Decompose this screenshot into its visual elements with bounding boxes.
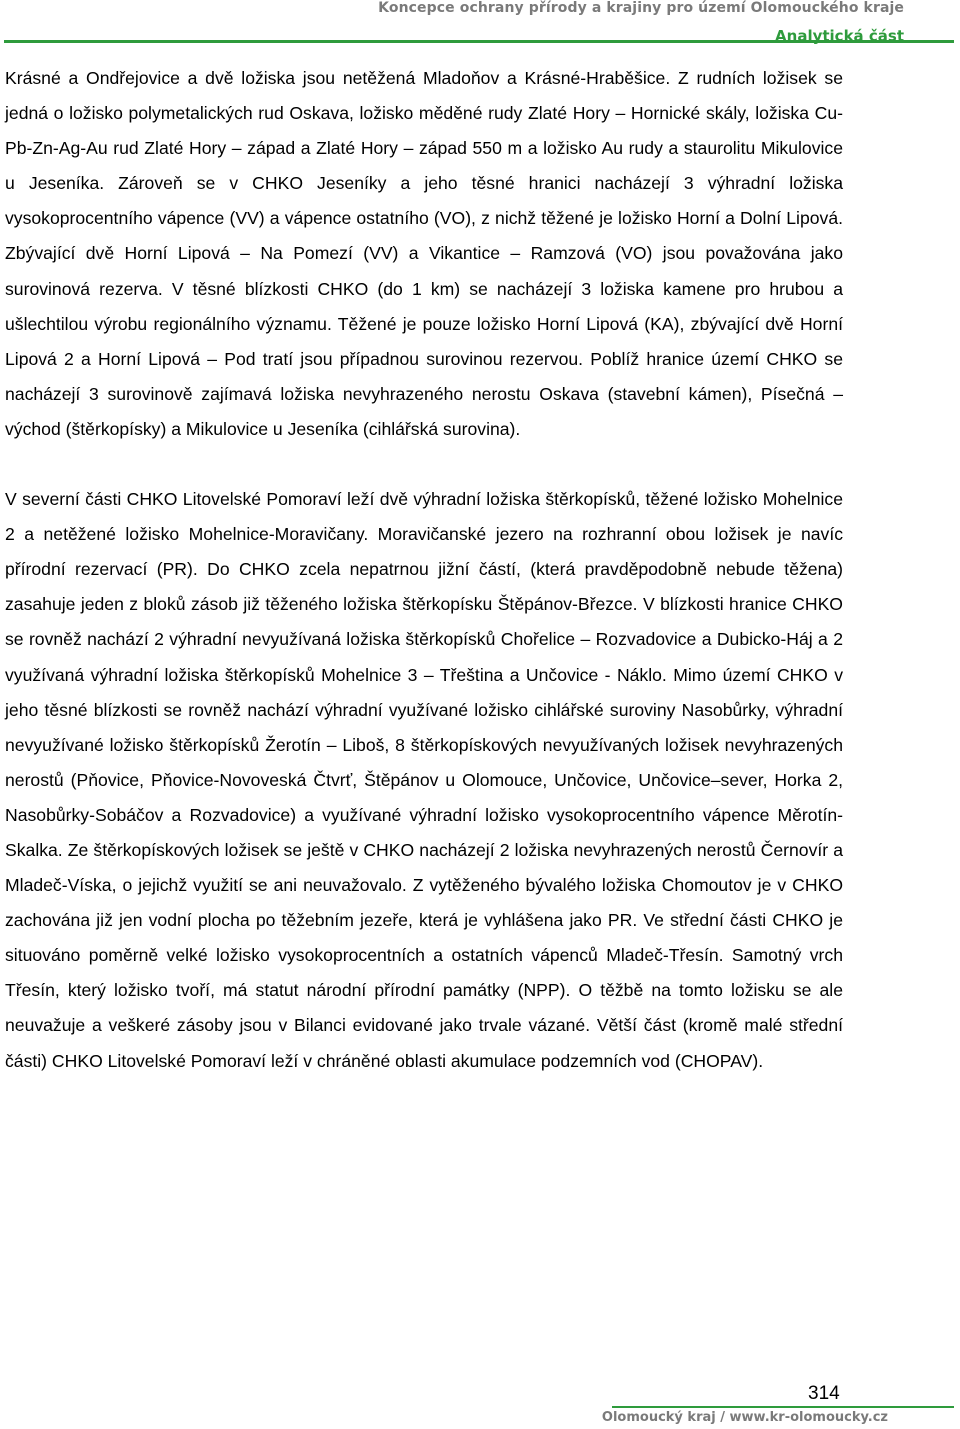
page-header [0,0,960,60]
page-number: 314 [808,1383,840,1404]
document-title: Koncepce ochrany přírody a krajiny pro území Olomouckého kraje [378,0,904,16]
body-text [5,61,843,1079]
footer-source: Olomoucký kraj / www.kr-olomoucky.cz [601,1410,888,1425]
footer-divider [612,1406,954,1408]
paragraph-1: Krásné a Ondřejovice a dvě ložiska jsou netěžená Mladoňov a Krásné-Hraběšice. Z rudních ložisek se jedná o ložisko polymetalických rud Oskava, ložisko měděné rudy Zlaté Hory – Hornické skály, ložiska Cu-Pb-Zn-Ag-Au rud Zlaté Hory – západ a Zlaté Hory – západ 550 m a ložisko Au rudy a staurolitu Mikulovice u Jeseníka. Zároveň se v CHKO Jeseníky a jeho těsné hranici nacházejí 3 výhradní ložiska vysokoprocentního vápence (VV) a vápence ostatního (VO), z nichž těžené je ložisko Horní a Dolní Lipová. Zbývající dvě Horní Lipová – Na Pomezí (VV) a Vikantice – Ramzová (VO) jsou považována jako surovinová rezerva. V těsné blízkosti CHKO (do 1 km) se nacházejí 3 ložiska kamene pro hrubou a ušlechtilou výrobu regionálního významu. Těžené je pouze ložisko Horní Lipová (KA), zbývající dvě Horní Lipová 2 a Horní Lipová – Pod tratí jsou případnou surovinou rezervou. Poblíž hranice území CHKO se nacházejí 3 surovinově zajímavá ložiska nevyhrazeného nerostu Oskava (stavební kámen), Písečná – východ (štěrkopísky) a Mikulovice u Jeseníka (cihlářská surovina). [5,68,843,439]
paragraph-2: V severní části CHKO Litovelské Pomoraví leží dvě výhradní ložiska štěrkopísků, těžené ložisko Mohelnice 2 a netěžené ložisko Mohelnice-Moravičany. Moravičanské jezero na rozhranní obou ložisek je navíc přírodní rezervací (PR). Do CHKO zcela nepatrnou jižní částí, (která pravděpodobně nebude těžena) zasahuje jeden z bloků zásob již těženého ložiska štěrkopísku Štěpánov-Březce. V blízkosti hranice CHKO se rovněž nachází 2 výhradní nevyužívaná ložiska štěrkopísků Chořelice – Rozvadovice a Dubicko-Háj a 2 využívaná výhradní ložiska štěrkopísků Mohelnice 3 – Třeština a Unčovice - Náklo. Mimo území CHKO v jeho těsné blízkosti se rovněž nachází výhradní využívané ložisko cihlářské suroviny Nasobůrky, výhradní nevyužívané ložisko štěrkopísků Žerotín – Liboš, 8 štěrkopískových nevyužívaných ložisek nevyhrazených nerostů (Pňovice, Pňovice-Novoveská Čtvrť, Štěpánov u Olomouce, Unčovice, Unčovice–sever, Horka 2, Nasobůrky-Sobáčov a Rozvadovice) a využívané výhradní ložisko vysokoprocentního vápence Měrotín-Skalka. Ze štěrkopískových ložisek se ještě v CHKO nacházejí 2 ložiska nevyhrazených nerostů Černovír a Mladeč-Víska, o jejichž využití se ani neuvažovalo. Z vytěženého bývalého ložiska Chomoutov je v CHKO zachována již jen vodní plocha po těžebním jezeře, která je vyhlášena jako PR. Ve střední části CHKO je situováno poměrně velké ložisko vysokoprocentních a ostatních vápenců Mladeč-Třesín. Samotný vrch Třesín, který ložisko tvoří, má statut národní přírodní památky (NPP). O těžbě na tomto ložisku se ale neuvažuje a veškeré zásoby jsou v Bilanci evidované jako trvale vázané. Větší část (kromě malé střední části) CHKO Litovelské Pomoraví leží v chráněné oblasti akumulace podzemních vod (CHOPAV). [5,489,843,1071]
section-label: Analytická část [775,27,904,45]
